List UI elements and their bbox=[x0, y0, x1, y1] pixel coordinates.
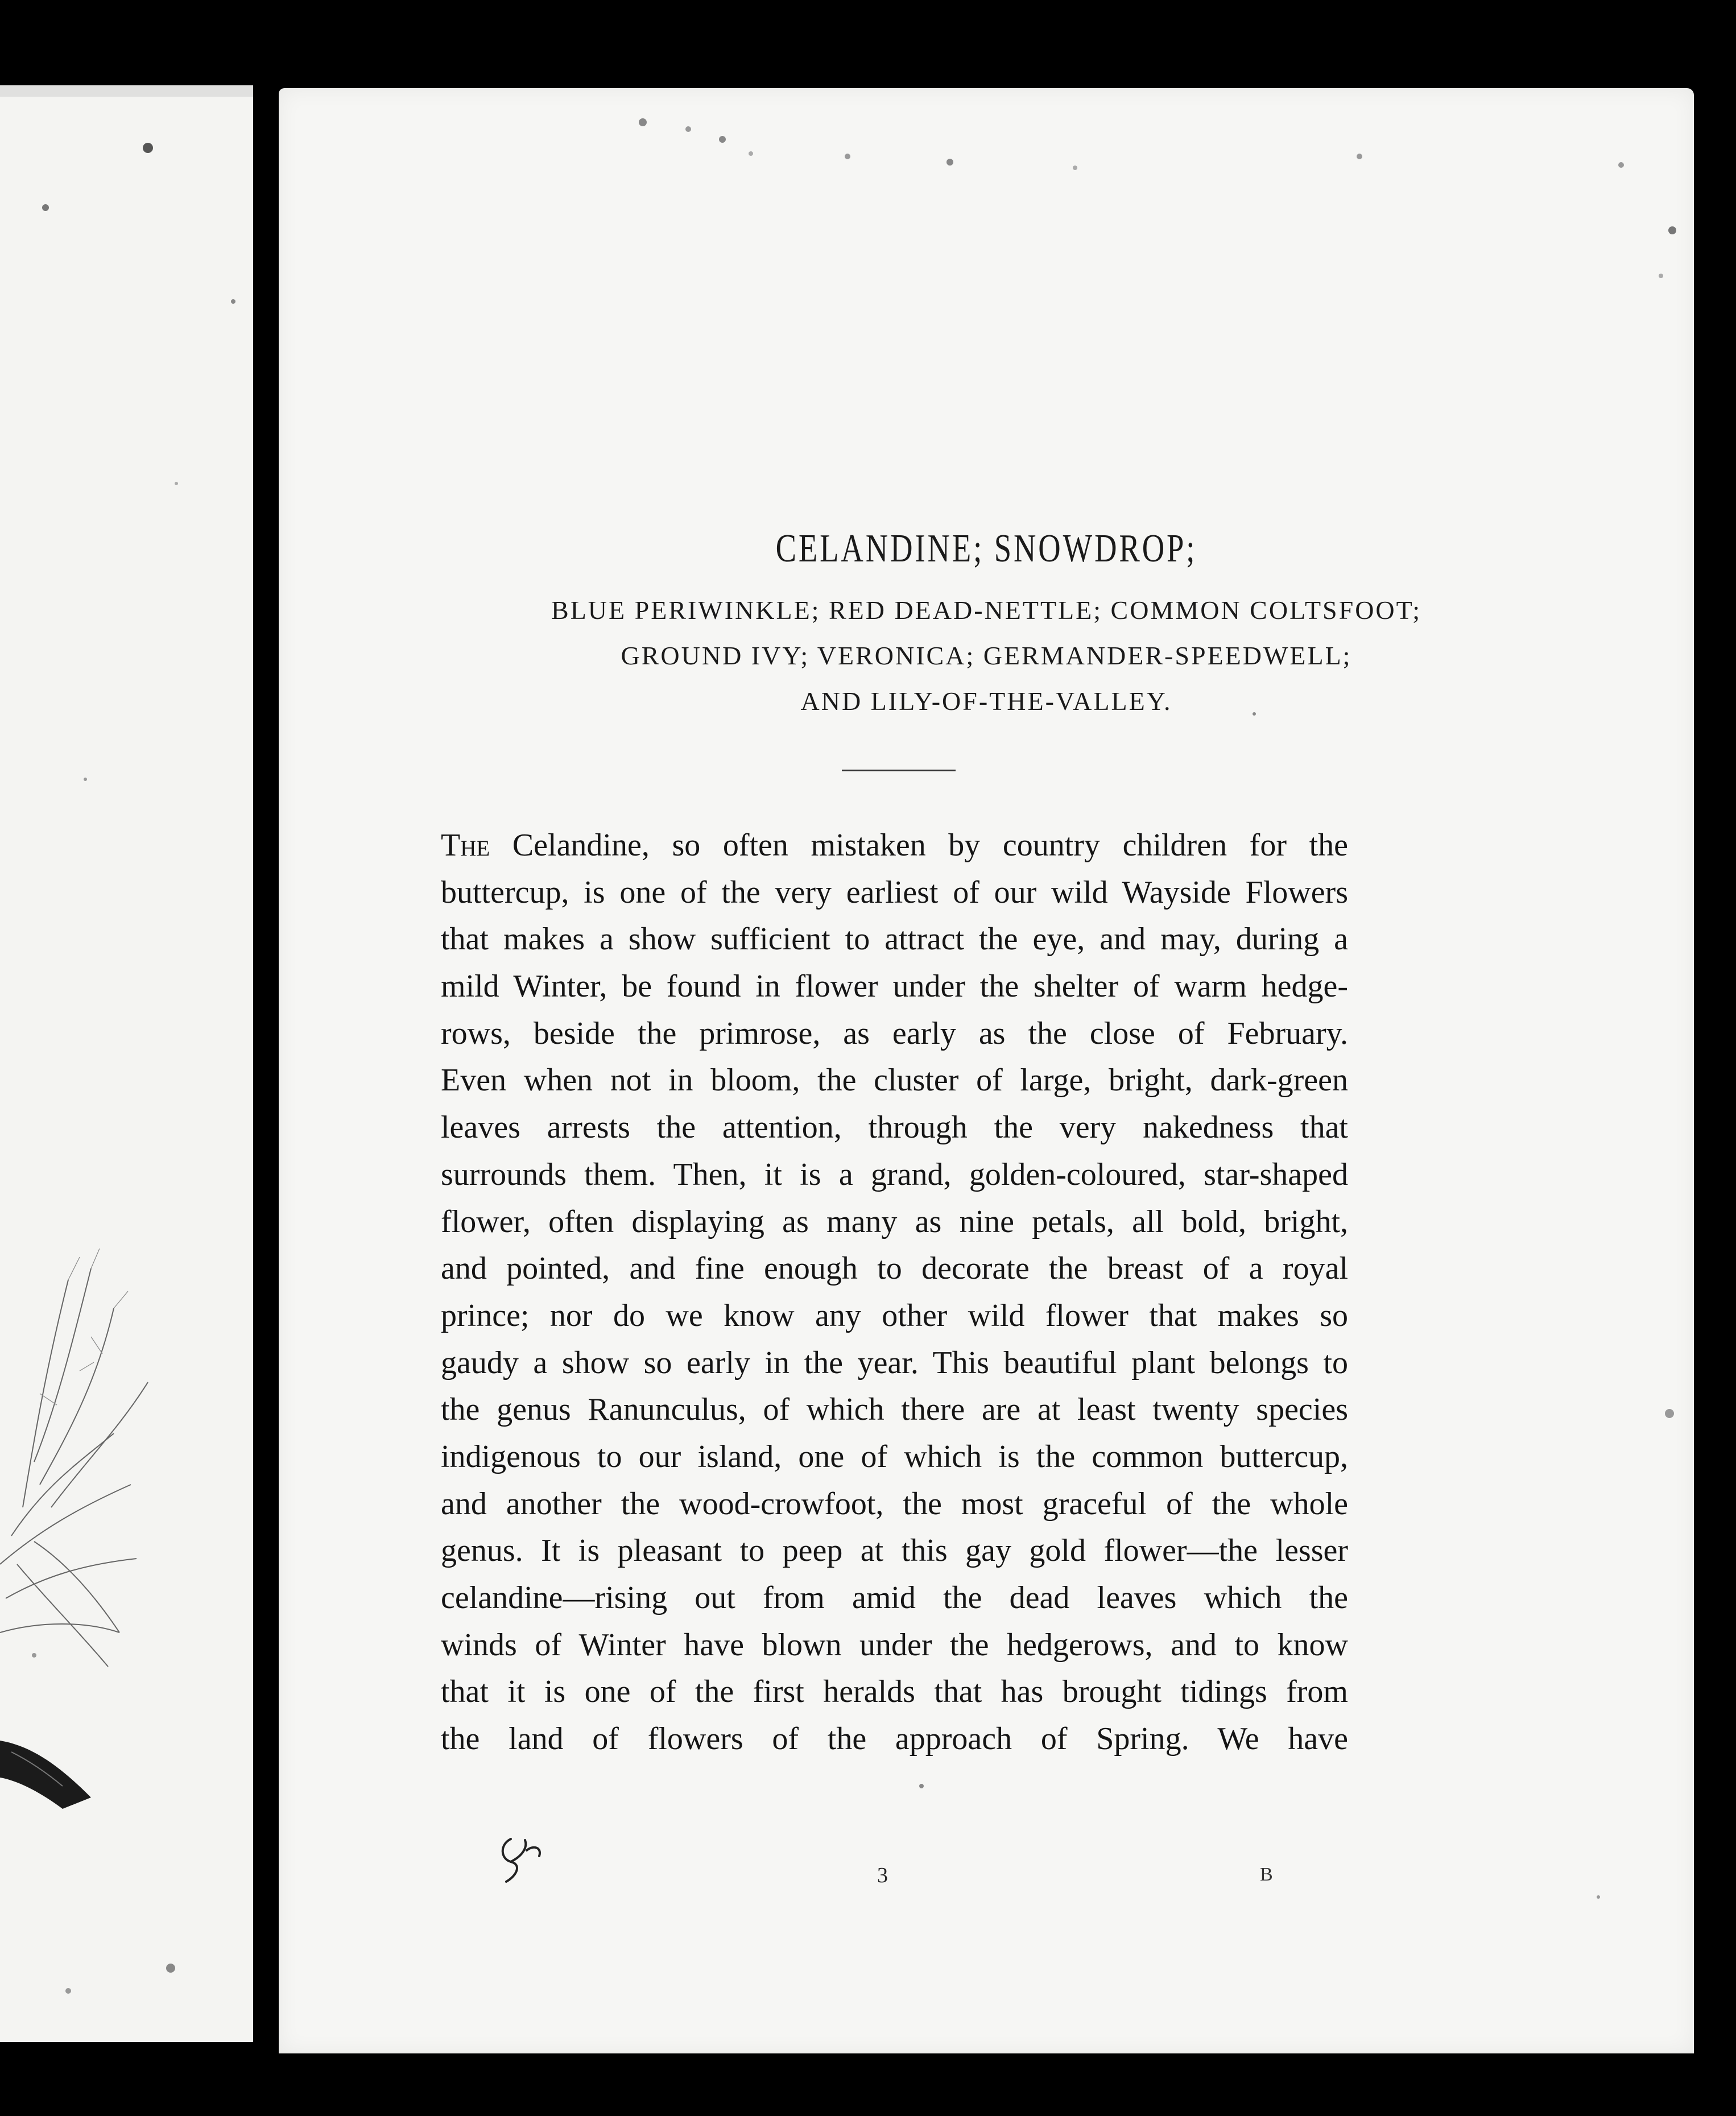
subtitle-line: AND LILY-OF-THE-VALLEY. bbox=[800, 687, 1172, 716]
body-line: that it is one of the first heralds that has brought tidings from bbox=[441, 1674, 1348, 1710]
body-line: rows, beside the primrose, as early as the close of February. bbox=[441, 1015, 1348, 1051]
body-line: prince; nor do we know any other wild flower that makes so bbox=[441, 1297, 1348, 1333]
section-divider-rule bbox=[842, 770, 956, 771]
page-number: 3 bbox=[877, 1863, 888, 1887]
printer-signature-mark: B bbox=[1260, 1864, 1273, 1885]
body-line bbox=[441, 822, 1348, 869]
drop-word: The bbox=[441, 828, 490, 863]
subtitle-line: GROUND IVY; VERONICA; GERMANDER-SPEEDWELL; bbox=[621, 641, 1352, 670]
body-line: winds of Winter have blown under the hedgerows, and to know bbox=[441, 1627, 1348, 1663]
body-line: and pointed, and fine enough to decorate the breast of a royal bbox=[441, 1251, 1348, 1287]
body-line: and another the wood-crowfoot, the most graceful of the whole bbox=[441, 1486, 1348, 1522]
body-line: Even when not in bloom, the cluster of large, bright, dark-green bbox=[441, 1063, 1348, 1098]
chapter-subtitle bbox=[279, 588, 1694, 724]
chapter-title: CELANDINE; SNOWDROP; bbox=[775, 527, 1197, 571]
body-line: the land of flowers of the approach of Spring. We have bbox=[441, 1721, 1348, 1757]
body-line: leaves arrests the attention, through the very nakedness that bbox=[441, 1110, 1348, 1146]
pencil-annotation-mark bbox=[494, 1828, 548, 1887]
botanical-plate-fragment bbox=[0, 1166, 253, 1849]
body-line-text: Celandine, so often mistaken by country children for the bbox=[490, 828, 1348, 863]
body-line: indigenous to our island, one of which is the common buttercup, bbox=[441, 1439, 1348, 1474]
body-line: flower, often displaying as many as nine petals, all bold, bright, bbox=[441, 1204, 1348, 1239]
body-line: surrounds them. Then, it is a grand, golden-coloured, star-shaped bbox=[441, 1156, 1348, 1192]
body-line: genus. It is pleasant to peep at this gay gold flower—the lesser bbox=[441, 1533, 1348, 1569]
body-line: buttercup, is one of the very earliest of our wild Wayside Flowers bbox=[441, 874, 1348, 910]
body-line: gaudy a show so early in the year. This beautiful plant belongs to bbox=[441, 1345, 1348, 1381]
text-page bbox=[279, 88, 1694, 2053]
subtitle-line: BLUE PERIWINKLE; RED DEAD-NETTLE; COMMON COLTSFOOT; bbox=[551, 596, 1421, 625]
body-line: the genus Ranunculus, of which there are at least twenty species bbox=[441, 1392, 1348, 1428]
body-paragraph bbox=[441, 822, 1348, 1763]
body-line: mild Winter, be found in flower under the shelter of warm hedge- bbox=[441, 969, 1348, 1005]
body-line: celandine—rising out from amid the dead leaves which the bbox=[441, 1580, 1348, 1615]
left-facing-page bbox=[0, 85, 253, 2042]
body-line: that makes a show sufficient to attract the eye, and may, during a bbox=[441, 921, 1348, 957]
